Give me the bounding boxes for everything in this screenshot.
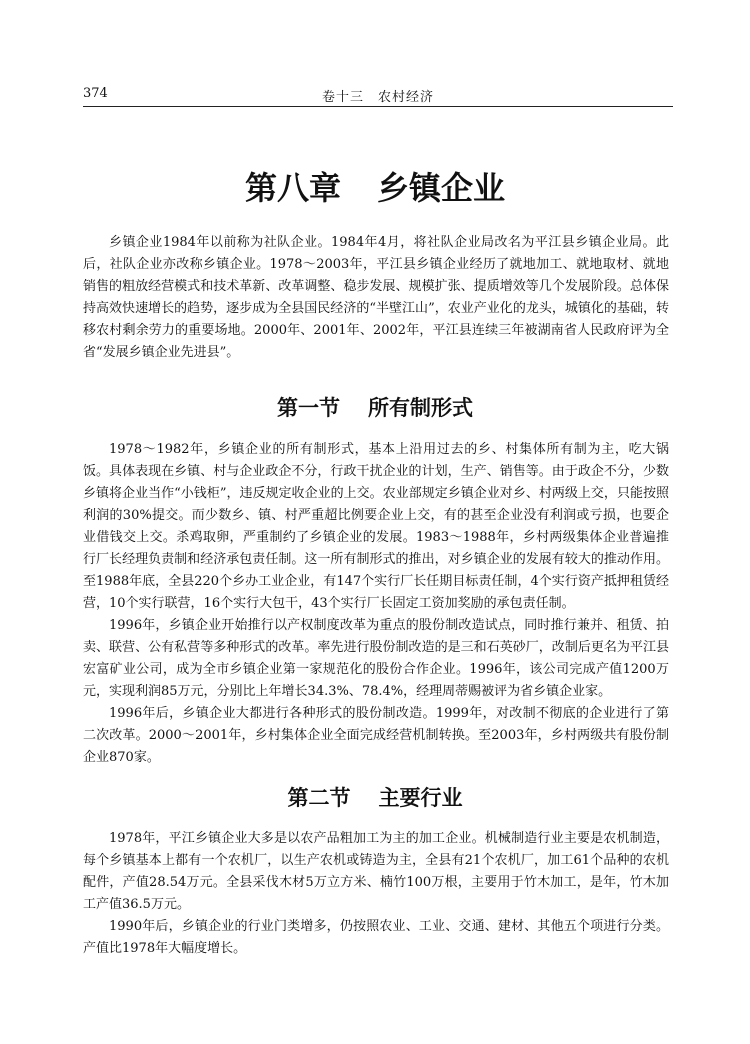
paragraph: 乡镇企业1984年以前称为社队企业。1984年4月，将社队企业局改名为平江县乡镇企业局。此后，社队企业亦改称乡镇企业。1978～2003年，平江县乡镇企业经历了就地加工、就地取材、就地销售的粗放经营模式和技术革新、改革调整、稳步发展、规模扩张、提质增效等几个发展阶段。总体保持高效快速增长的趋势，逐步成为全县国民经济的“半壁江山”，农业产业化的龙头，城镇化的基础，转移农村剩余劳力的重要场地。2000年、2001年、2002年，平江县连续三年被湖南省人民政府评为全省“发展乡镇企业先进县”。 xyxy=(83,235,669,360)
paragraph: 1990年后，乡镇企业的行业门类增多，仍按照农业、工业、交通、建材、其他五个项进行分类。产值比1978年大幅度增长。 xyxy=(83,919,669,956)
section-title: 所有制形式 xyxy=(368,396,473,420)
intro-text xyxy=(83,232,669,364)
running-head: 卷十三 农村经济 xyxy=(321,90,434,105)
section-heading xyxy=(0,392,750,422)
page-header xyxy=(83,86,673,107)
paragraph: 1978年，平江乡镇企业大多是以农产品粗加工为主的加工企业。机械制造行业主要是农机制造，每个乡镇基本上都有一个农机厂，以生产农机或铸造为主，全县有21个农机厂，加工61个品种的农机配件，产值28.54万元。全县采伐木材5万立方米、楠竹100万根，主要用于竹木加工，是年，竹木加工产值36.5万元。 xyxy=(83,831,669,912)
section-heading xyxy=(0,782,750,812)
chapter-title xyxy=(0,163,750,209)
page-number: 374 xyxy=(83,86,108,101)
section-number: 第二节 xyxy=(287,786,351,810)
paragraph: 1996年，乡镇企业开始推行以产权制度改革为重点的股份制改造试点，同时推行兼并、租赁、拍卖、联营、公有私营等多种形式的改革。率先进行股份制改造的是三和石英砂厂，改制后更名为平江县宏富矿业公司，成为全市乡镇企业第一家规范化的股份合作企业。1996年，该公司完成产值1200万元，实现利润85万元，分别比上年增长34.3%、78.4%，经理周蒂赐被评为省乡镇企业家。 xyxy=(83,618,669,699)
section-body xyxy=(83,439,669,769)
chapter-number: 第八章 xyxy=(244,169,341,207)
paragraph: 1996年后，乡镇企业大都进行各种形式的股份制改造。1999年，对改制不彻底的企业进行了第二次改革。2000～2001年，乡村集体企业全面完成经营机制转换。至2003年，乡村两级共有股份制企业870家。 xyxy=(83,706,669,765)
paragraph: 1978～1982年，乡镇企业的所有制形式，基本上沿用过去的乡、村集体所有制为主，吃大锅饭。具体表现在乡镇、村与企业政企不分，行政干扰企业的计划，生产、销售等。由于政企不分，少数乡镇将企业当作“小钱柜”，违反规定收企业的上交。农业部规定乡镇企业对乡、村两级上交，只能按照利润的30%提交。而少数乡、镇、村严重超比例要企业上交，有的甚至企业没有利润或亏损，也要企业借钱交上交。杀鸡取卵，严重制约了乡镇企业的发展。1983～1988年，乡村两级集体企业普遍推行厂长经理负责制和经济承包责任制。这一所有制形式的推出，对乡镇企业的发展有较大的推动作用。至1988年底，全县220个乡办工业企业，有147个实行厂长任期目标责任制，4个实行资产抵押租赁经营，10个实行联营，16个实行大包干，43个实行厂长固定工资加奖励的承包责任制。 xyxy=(83,442,669,611)
chapter-name: 乡镇企业 xyxy=(377,169,506,207)
section-number: 第一节 xyxy=(277,396,340,420)
section-body xyxy=(83,828,669,960)
section-title: 主要行业 xyxy=(378,786,463,810)
